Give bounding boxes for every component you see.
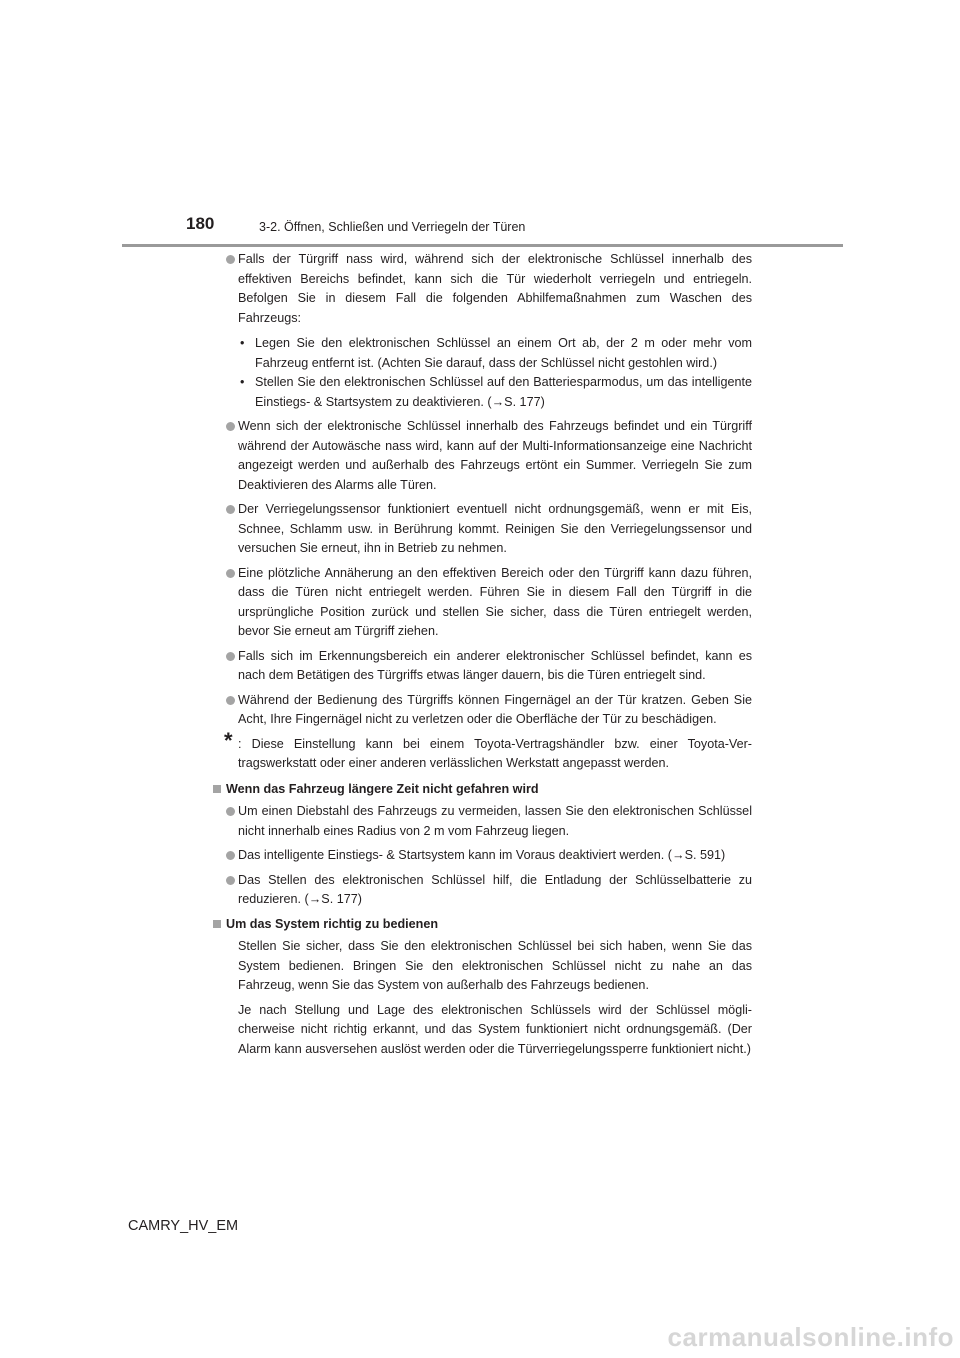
section-heading: Wenn das Fahrzeug längere Zeit nicht gefahren wird <box>212 780 752 800</box>
bullet-icon <box>226 696 235 705</box>
page-content <box>212 250 752 1064</box>
paragraph: Stellen Sie sicher, dass Sie den elektronischen Schlüssel bei sich haben, wenn Sie das System bedienen. Bringen Sie den elektronischen Schlüssel nicht zu nahe an das Fahrzeug, wenn Sie das System von außerhalb des Fahrzeugs bedienen. <box>238 939 752 992</box>
list-item-text: Der Verriegelungssensor funktioniert eventuell nicht ordnungsgemäß, wenn er mit Eis, Schnee, Schlamm usw. in Berührung kommt. Reinigen Sie den Verriegelungssensor und versuchen Sie erneut, ihn in Betrieb zu nehmen. <box>238 502 752 555</box>
list-item <box>212 871 752 910</box>
paragraph: Je nach Stellung und Lage des elektronischen Schlüssels wird der Schlüssel möglicherweise nicht richtig erkannt, und das System funktioniert nicht ordnungsgemäß. (Der Alarm kann ausversehen auslöst werden oder die Türverriegelungssperre funktioniert nicht.) <box>238 1002 752 1056</box>
bullet-icon <box>226 569 235 578</box>
list-item <box>212 846 752 866</box>
list-item-text: Falls sich im Erkennungsbereich ein anderer elektronischer Schlüssel befindet, kann es nach dem Betätigen des Türgriffs etwas länger dauern, bis die Türen entriegelt sind. <box>238 648 752 682</box>
footnote <box>212 727 752 774</box>
watermark: carmanualsonline.info <box>667 1322 954 1352</box>
bullet-icon <box>226 505 235 514</box>
list-item <box>212 500 752 559</box>
list-item <box>212 802 752 841</box>
bullet-icon <box>226 876 235 885</box>
footnote-text: : Diese Einstellung kann bei einem Toyota-Vertragshändler bzw. einer Toyota-Vertragswerkstatt oder einer anderen verlässlichen Werkstatt angepasst werden. <box>238 736 752 770</box>
list-item-text: Eine plötzliche Annäherung an den effektiven Bereich oder den Türgriff kann dazu führen, dass die Türen nicht entriegelt werden. Führen Sie in diesem Fall den Türgriff in die ursprüngliche Position zurück und stellen Sie sicher, dass die Türen entriegelt werden, bevor Sie erneut am Türgriff ziehen. <box>238 565 752 638</box>
model-code: CAMRY_HV_EM <box>128 1218 239 1234</box>
list-item-text: Um einen Diebstahl des Fahrzeugs zu vermeiden, lassen Sie den elektronischen Schlüssel nicht innerhalb eines Radius von 2 m vom Fahrzeug liegen. <box>238 804 752 838</box>
header-divider <box>122 244 843 247</box>
list-item-text: Das intelligente Einstiegs- & Startsystem kann im Voraus deaktiviert werden. (→S. 591) <box>238 848 726 862</box>
list-item-text: Falls der Türgriff nass wird, während sich der elektronische Schlüssel innerhalb des effektiven Bereichs befindet, kann sich die Tür wiederholt verriegeln und entriegeln. Befolgen Sie in diesem Fall die folgenden Abhilfemaßnahmen zum Waschen des Fahrzeugs: <box>238 252 752 325</box>
bullet-icon <box>226 851 235 860</box>
sub-list-item: • Stellen Sie den elektronischen Schlüssel auf den Batteriesparmodus, um das intelligente Einstiegs- & Startsystem zu deaktivieren. (→S. 177) <box>240 375 752 409</box>
list-item <box>212 564 752 642</box>
bullet-icon <box>226 652 235 661</box>
asterisk-icon: * <box>224 727 233 753</box>
square-bullet-icon <box>213 920 221 928</box>
square-bullet-icon <box>213 785 221 793</box>
page-number: 180 <box>186 214 215 233</box>
sub-bullet-icon: • <box>240 336 245 350</box>
list-item-text: Wenn sich der elektronische Schlüssel innerhalb des Fahrzeugs befindet und ein Türgriff während der Autowäsche nass wird, kann auf der Multi-Informationsanzeige eine Nachricht angezeigt werden und außerhalb des Fahrzeugs ertönt ein Summer. Verriegeln Sie zum Deaktivieren des Alarms alle Türen. <box>238 419 752 492</box>
list-item <box>212 250 752 412</box>
bullet-icon <box>226 807 235 816</box>
section-heading: Um das System richtig zu bedienen <box>212 915 752 935</box>
sub-list <box>238 334 752 412</box>
list-item <box>212 417 752 495</box>
bullet-icon <box>226 255 235 264</box>
sub-list-item: • Legen Sie den elektronischen Schlüssel an einem Ort ab, der 2 m oder mehr vom Fahrzeug entfernt ist. (Achten Sie darauf, dass der Schlüssel nicht gestohlen wird.) <box>240 336 752 370</box>
list-item <box>212 647 752 686</box>
section-title: 3-2. Öffnen, Schließen und Verriegeln der Türen <box>259 220 526 234</box>
list-item-text: Während der Bedienung des Türgriffs können Fingernägel an der Tür kratzen. Geben Sie Acht, Ihre Fingernägel nicht zu verletzen oder die Oberfläche der Tür zu beschädigen. <box>238 692 752 726</box>
sub-bullet-icon: • <box>240 375 245 389</box>
list-item <box>212 691 752 730</box>
bullet-icon <box>226 422 235 431</box>
list-item-text: Das Stellen des elektronischen Schlüssel hilf, die Entladung der Schlüsselbatterie zu reduzieren. (→S. 177) <box>238 872 752 906</box>
